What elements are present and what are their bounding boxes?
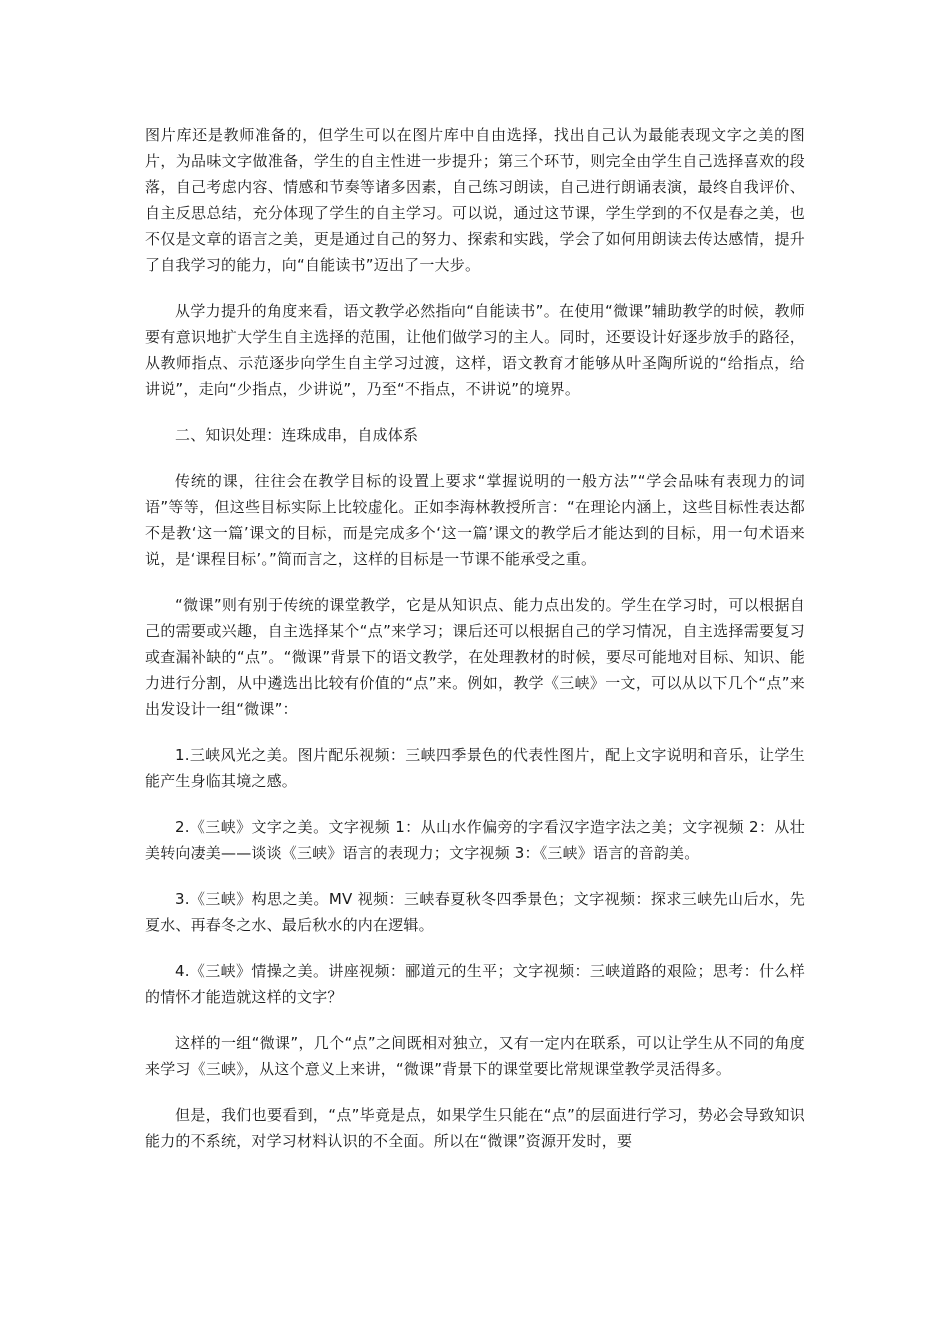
paragraph-summary: 这样的一组“微课”，几个“点”之间既相对独立，又有一定内在联系，可以让学生从不同的角度来学习《三峡》，从这个意义上来讲，“微课”背景下的课堂要比常规课堂教学灵活得多。 bbox=[145, 1034, 805, 1078]
paragraph-continuation: 图片库还是教师准备的，但学生可以在图片库中自由选择，找出自己认为最能表现文字之美的图片，为品味文字做准备，学生的自主性进一步提升；第三个环节，则完全由学生自己选择喜欢的段落，自己考虑内容、情感和节奏等诸多因素，自己练习朗读，自己进行朗诵表演，最终自我评价、自主反思总结，充分体现了学生的自主学习。可以说，通过这节课，学生学到的不仅是春之美，也不仅是文章的语言之美，更是通过自己的努力、探索和实践，学会了如何用朗读去传达感情，提升了自我学习的能力，向“自能读书”迈出了一大步。 bbox=[145, 126, 805, 274]
paragraph-traditional-class: 传统的课，往往会在教学目标的设置上要求“掌握说明的一般方法”“学会品味有表现力的词语”等等，但这些目标实际上比较虚化。正如李海林教授所言：“在理论内涵上，这些目标性表达都不是教‘这一篇’课文的目标，而是完成多个‘这一篇’课文的教学后才能达到的目标，用一句术语来说，是‘课程目标’。”简而言之，这样的目标是一节课不能承受之重。 bbox=[145, 472, 805, 568]
section-heading: 二、知识处理：连珠成串，自成体系 bbox=[175, 426, 419, 444]
list-item-1: 1.三峡风光之美。图片配乐视频：三峡四季景色的代表性图片，配上文字说明和音乐，让学生能产生身临其境之感。 bbox=[145, 746, 805, 790]
list-item-4: 4.《三峡》情操之美。讲座视频：郦道元的生平；文字视频：三峡道路的艰险；思考：什么样的情怀才能造就这样的文字？ bbox=[145, 962, 805, 1006]
list-item-2: 2.《三峡》文字之美。文字视频 1：从山水作偏旁的字看汉字造字法之美；文字视频 2：从壮美转向凄美——谈谈《三峡》语言的表现力；文字视频 3：《三峡》语言的音韵美。 bbox=[145, 818, 805, 862]
paragraph-caveat: 但是，我们也要看到，“点”毕竟是点，如果学生只能在“点”的层面进行学习，势必会导致知识能力的不系统，对学习材料认识的不全面。所以在“微课”资源开发时，要 bbox=[145, 1106, 805, 1150]
list-item-3: 3.《三峡》构思之美。MV 视频：三峡春夏秋冬四季景色；文字视频：探求三峡先山后水，先夏水、再春冬之水、最后秋水的内在逻辑。 bbox=[145, 890, 805, 934]
paragraph-reading-ability: 从学力提升的角度来看，语文教学必然指向“自能读书”。在使用“微课”辅助教学的时候，教师要有意识地扩大学生自主选择的范围，让他们做学习的主人。同时，还要设计好逐步放手的路径，从教师指点、示范逐步向学生自主学习过渡，这样，语文教育才能够从叶圣陶所说的“给指点，给讲说”，走向“少指点，少讲说”，乃至“不指点，不讲说”的境界。 bbox=[145, 302, 805, 398]
document-body bbox=[145, 122, 805, 1174]
paragraph-micro-course: “微课”则有别于传统的课堂教学，它是从知识点、能力点出发的。学生在学习时，可以根据自己的需要或兴趣，自主选择某个“点”来学习；课后还可以根据自己的学习情况，自主选择需要复习或查漏补缺的“点”。“微课”背景下的语文教学，在处理教材的时候，要尽可能地对目标、知识、能力进行分割，从中遴选出比较有价值的“点”来。例如，教学《三峡》一文，可以从以下几个“点”来出发设计一组“微课”： bbox=[145, 596, 805, 718]
